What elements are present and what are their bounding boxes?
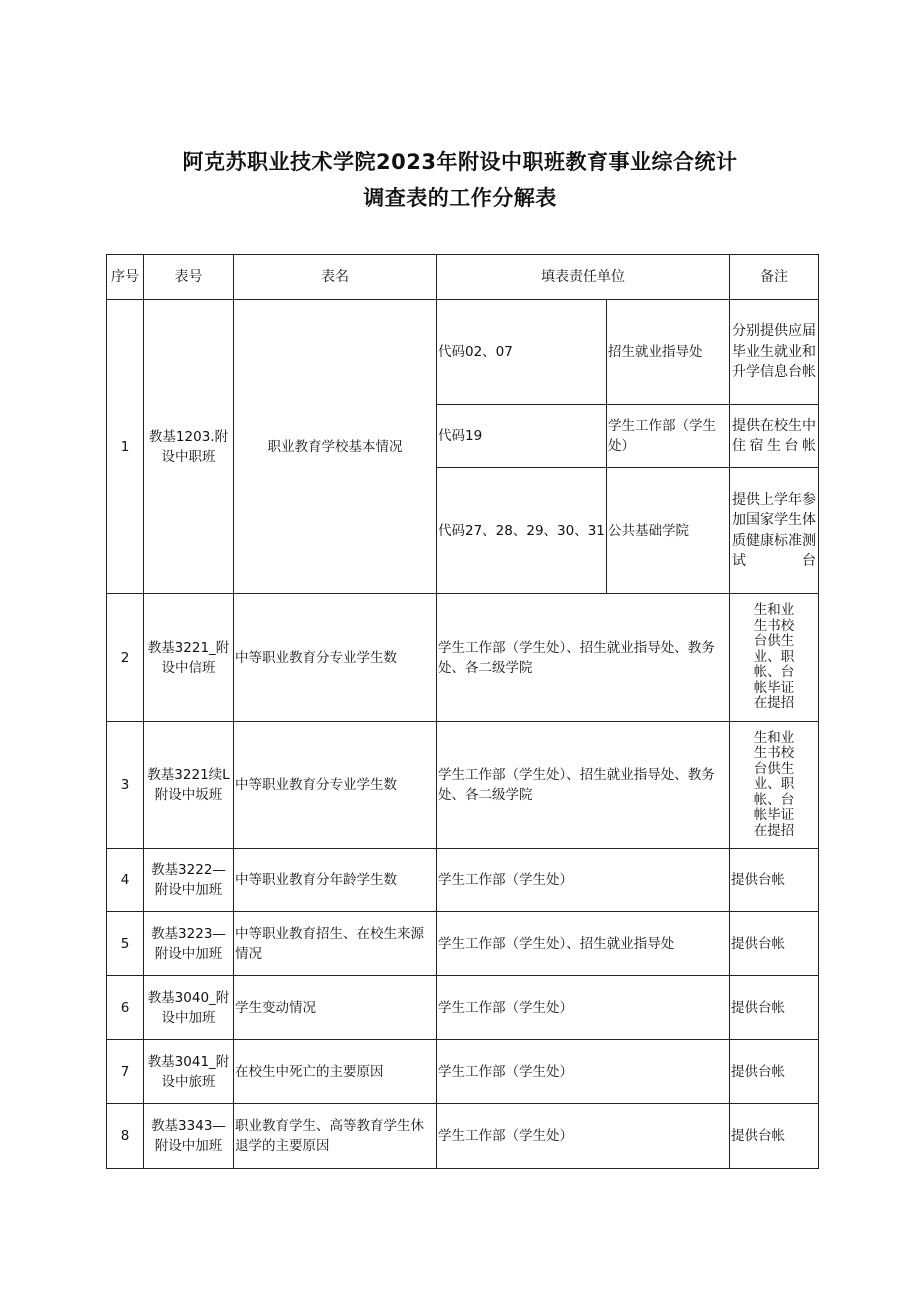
row-note: 生和业生书校台供生业、职帐、台帐毕证在提招 [730, 722, 819, 849]
row-code: 代码27、28、29、30、31 [437, 468, 607, 594]
row-seq: 4 [107, 849, 144, 912]
row-unit: 学生工作部（学生处）、招生就业指导处、教务处、各二级学院 [437, 594, 730, 722]
table-row [107, 722, 819, 849]
row-unit: 学生工作部（学生处） [437, 1040, 730, 1104]
page-title-line1: 阿克苏职业技术学院2023年附设中职班教育事业综合统计 [182, 150, 738, 174]
row-table-name: 职业教育学校基本情况 [234, 300, 437, 594]
header-note: 备注 [730, 255, 819, 300]
row-seq: 1 [107, 300, 144, 594]
table-row [107, 849, 819, 912]
row-seq: 6 [107, 976, 144, 1040]
row-note: 生和业生书校台供生业、职帐、台帐毕证在提招 [730, 594, 819, 722]
row-note: 提供上学年参加国家学生体质健康标准测试台 [730, 468, 819, 594]
table-row [107, 1104, 819, 1169]
row-table-name: 学生变动情况 [234, 976, 437, 1040]
row-unit: 学生工作部（学生处） [437, 976, 730, 1040]
row-note: 提供台帐 [730, 912, 819, 976]
row-unit: 招生就业指导处 [607, 300, 730, 405]
row-code: 代码02、07 [437, 300, 607, 405]
row-seq: 5 [107, 912, 144, 976]
row-note: 提供台帐 [730, 1040, 819, 1104]
table-row [107, 912, 819, 976]
row-table-no: 教基3343—附设中加班 [144, 1104, 234, 1169]
row-unit: 学生工作部（学生处）、招生就业指导处、教务处、各二级学院 [437, 722, 730, 849]
row-table-name: 中等职业教育分专业学生数 [234, 594, 437, 722]
row-table-no: 教基3041_附设中旅班 [144, 1040, 234, 1104]
row-note: 提供台帐 [730, 1104, 819, 1169]
row-note: 提供在校生中住宿生台帐 [730, 405, 819, 468]
row-note: 分别提供应届毕业生就业和升学信息台帐 [730, 300, 819, 405]
table-row [107, 976, 819, 1040]
row-table-name: 中等职业教育分专业学生数 [234, 722, 437, 849]
work-breakdown-table [106, 254, 819, 1169]
header-table-name: 表名 [234, 255, 437, 300]
row-unit: 学生工作部（学生处）、招生就业指导处 [437, 912, 730, 976]
row-seq: 2 [107, 594, 144, 722]
row-table-no: 教基1203.附设中职班 [144, 300, 234, 594]
row-table-no: 教基3223—附设中加班 [144, 912, 234, 976]
header-seq: 序号 [107, 255, 144, 300]
row-table-name: 中等职业教育分年龄学生数 [234, 849, 437, 912]
row-table-no: 教基3221_附设中信班 [144, 594, 234, 722]
row-table-name: 职业教育学生、高等教育学生休退学的主要原因 [234, 1104, 437, 1169]
row-table-no: 教基3222—附设中加班 [144, 849, 234, 912]
row-table-name: 在校生中死亡的主要原因 [234, 1040, 437, 1104]
row-unit: 学生工作部（学生处） [607, 405, 730, 468]
header-unit: 填表责任单位 [437, 255, 730, 300]
row-table-no: 教基3040_附设中加班 [144, 976, 234, 1040]
table-header-row [107, 255, 819, 300]
table-row [107, 300, 819, 405]
row-table-no: 教基3221续L附设中坂班 [144, 722, 234, 849]
row-seq: 3 [107, 722, 144, 849]
row-table-name: 中等职业教育招生、在校生来源情况 [234, 912, 437, 976]
row-unit: 学生工作部（学生处） [437, 849, 730, 912]
table-row [107, 594, 819, 722]
row-code: 代码19 [437, 405, 607, 468]
row-seq: 8 [107, 1104, 144, 1169]
row-note: 提供台帐 [730, 976, 819, 1040]
row-seq: 7 [107, 1040, 144, 1104]
header-table-no: 表号 [144, 255, 234, 300]
row-note: 提供台帐 [730, 849, 819, 912]
page-title-line2: 调查表的工作分解表 [363, 186, 557, 210]
row-unit: 学生工作部（学生处） [437, 1104, 730, 1169]
table-row [107, 1040, 819, 1104]
row-unit: 公共基础学院 [607, 468, 730, 594]
